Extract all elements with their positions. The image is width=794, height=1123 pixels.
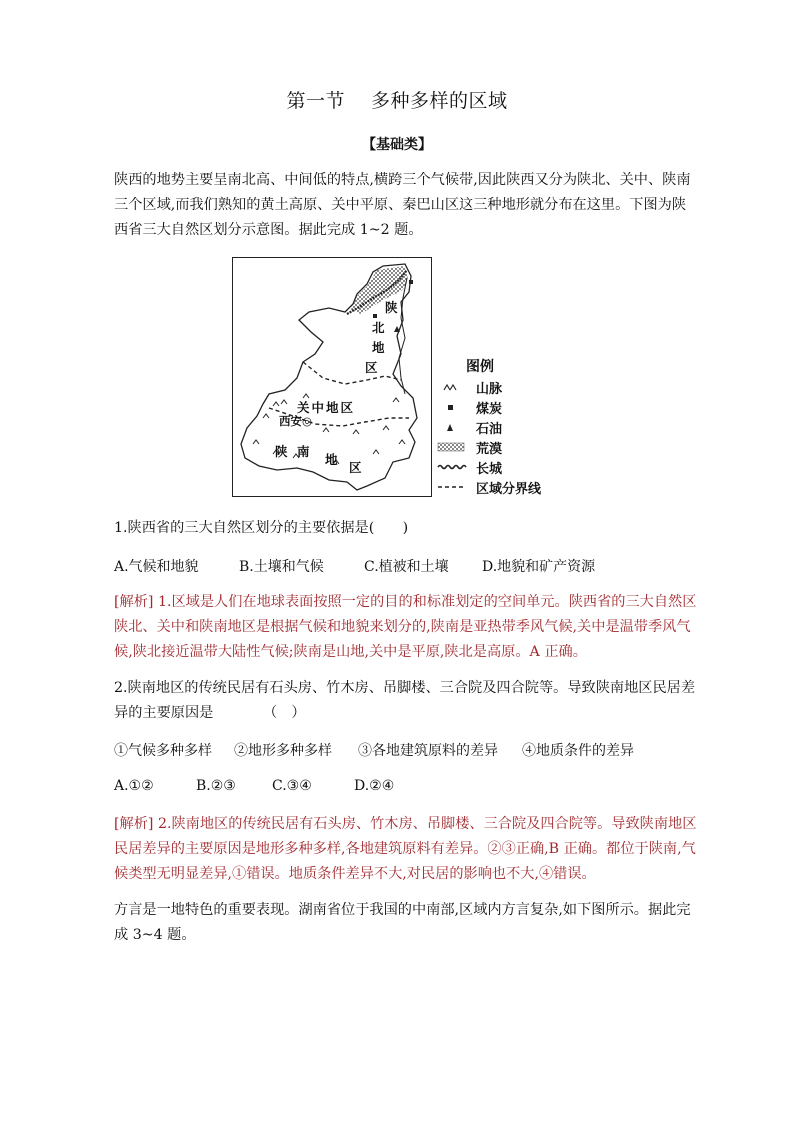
choice-4: ④地质条件的差异 — [522, 743, 634, 759]
legend-row — [436, 478, 576, 498]
title-section-number: 第一节 — [286, 90, 345, 112]
option-a: A.①② — [114, 778, 154, 794]
legend-row — [436, 438, 576, 458]
map-label-xian: 西安◎ — [279, 414, 313, 428]
legend-row — [436, 418, 576, 438]
map-frame — [232, 257, 432, 497]
text-line: 候,陕北接近温带大陆性气候;陕南是山地,关中是平原,陕北是高原。A 正确。 — [114, 644, 587, 660]
great-wall-icon — [436, 460, 468, 474]
intro-paragraph-2 — [114, 898, 691, 948]
legend-label: 石油 — [476, 422, 503, 437]
desert-icon — [436, 440, 468, 454]
question-1-options — [114, 556, 595, 576]
option-c: C.植被和土壤 — [364, 559, 449, 575]
map-label: 陕 — [385, 300, 398, 315]
question-2-stem — [114, 676, 696, 726]
text-line: 陕西的地势主要呈南北高、中间低的特点,横跨三个气候带,因此陕西又分为陕北、关中、陕南 — [114, 172, 691, 188]
option-b: B.②③ — [196, 778, 236, 794]
choice-3: ③各地建筑原料的差异 — [358, 743, 498, 759]
shaanxi-region-map-figure — [230, 256, 570, 500]
title-text: 多种多样的区域 — [371, 90, 508, 112]
option-a: A.气候和地貌 — [114, 559, 199, 575]
text-line: [解析] 1.区域是人们在地球表面按照一定的目的和标准划定的空间单元。陕西省的三大自然区 — [114, 594, 697, 610]
legend-label: 区域分界线 — [476, 482, 542, 497]
legend-row — [436, 458, 576, 478]
text-line: 三个区域,而我们熟知的黄土高原、关中平原、秦巴山区这三种地形就分布在这里。下图为陕 — [114, 197, 687, 213]
map-label: 地 — [372, 340, 385, 355]
text-line: 陕北、关中和陕南地区是根据气候和地貌来划分的,陕南是亚热带季风气候,关中是温带季风气 — [114, 619, 691, 635]
option-d: D.地貌和矿产资源 — [482, 559, 596, 575]
text-line: 西省三大自然区划分示意图。据此完成 1~2 题。 — [114, 222, 423, 238]
text-line: [解析] 2.陕南地区的传统民居有石头房、竹木房、吊脚楼、三合院及四合院等。导致陕南地区 — [114, 816, 697, 832]
text-line: 成 3~4 题。 — [114, 927, 196, 943]
text-line: 候类型无明显差异,①错误。地质条件差异不大,对民居的影响也不大,④错误。 — [114, 866, 596, 882]
legend-row — [436, 378, 576, 398]
oil-icon — [436, 420, 468, 434]
choice-1: ①气候多种多样 — [114, 743, 212, 759]
map-label: 地 — [325, 452, 338, 467]
boundary-line-icon — [436, 480, 468, 494]
coal-icon — [409, 280, 413, 284]
text-line: 1.陕西省的三大自然区划分的主要依据是( ) — [114, 520, 409, 536]
question-1-analysis — [114, 590, 697, 665]
legend-label: 煤炭 — [476, 402, 503, 417]
legend-row — [436, 398, 576, 418]
question-2-analysis — [114, 812, 697, 887]
map-label: 北 — [372, 320, 385, 335]
intro-paragraph-1 — [114, 168, 691, 243]
coal-icon — [436, 400, 468, 414]
text-line: 方言是一地特色的重要表现。湖南省位于我国的中南部,区域内方言复杂,如下图所示。据此完 — [114, 902, 691, 918]
text-line: 民居差异的主要原因是地形多种多样,各地建筑原料有差异。②③正确,B 正确。都位于陕南,气 — [114, 841, 696, 857]
map-label: 区 — [365, 360, 378, 375]
choice-2: ②地形多种多样 — [234, 743, 332, 759]
question-1-stem — [114, 516, 684, 541]
legend-label: 山脉 — [476, 382, 503, 397]
option-c: C.③④ — [272, 778, 312, 794]
legend-label: 长城 — [476, 462, 503, 477]
question-2-options — [114, 778, 394, 794]
mountain-icon — [436, 380, 468, 394]
question-2-choices — [114, 740, 634, 760]
section-heading: 【基础类】 — [362, 137, 432, 153]
legend-label: 荒漠 — [476, 442, 503, 457]
map-label: 陕 — [275, 444, 288, 459]
text-line: 2.陕南地区的传统民居有石头房、竹木房、吊脚楼、三合院及四合院等。导致陕南地区民居差 — [114, 680, 696, 696]
option-d: D.②④ — [354, 778, 395, 794]
option-b: B.土壤和气候 — [239, 559, 324, 575]
legend-title: 图例 — [466, 359, 494, 375]
map-label: 南 — [297, 444, 310, 459]
text-line: 异的主要原因是 （ ） — [114, 705, 306, 721]
map-label: 区 — [349, 460, 362, 475]
page-title — [0, 86, 794, 113]
map-label-guanzhong: 关中地区 — [297, 400, 356, 415]
